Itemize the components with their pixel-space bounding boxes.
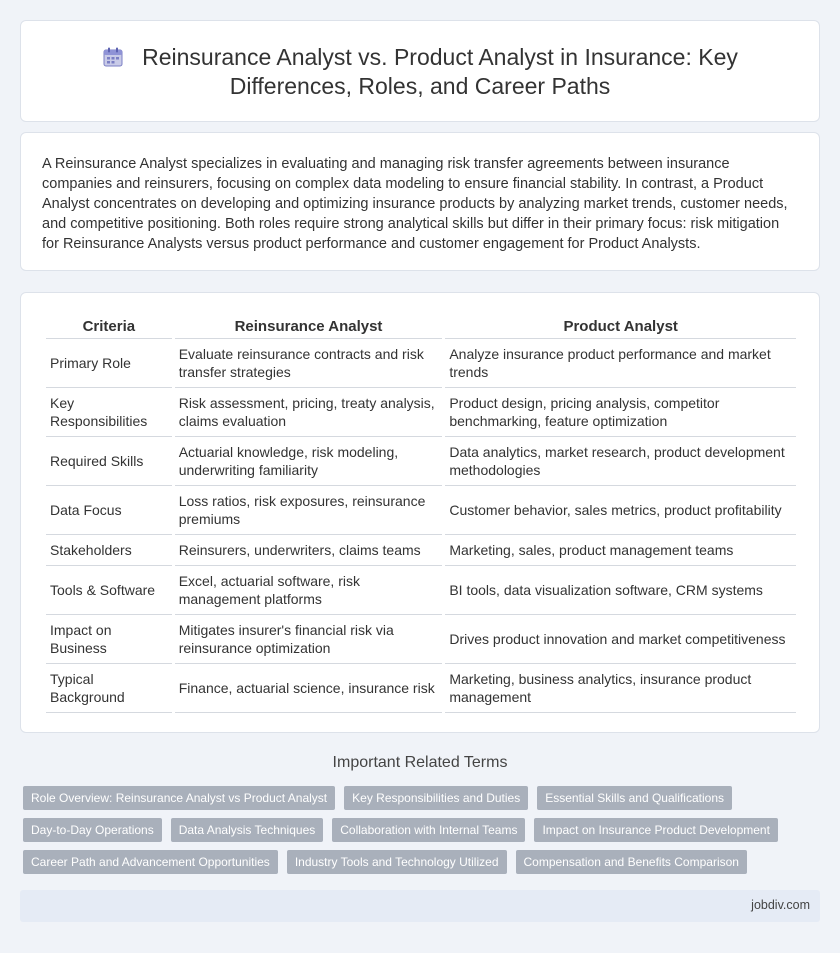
tag-collaboration[interactable]: Collaboration with Internal Teams <box>332 818 525 842</box>
page-title: Reinsurance Analyst vs. Product Analyst in Insurance: Key Differences, Roles, and Career Paths <box>142 44 738 99</box>
tag-row <box>23 786 823 810</box>
reinsurance-cell: Mitigates insurer's financial risk via reinsurance optimization <box>175 615 443 664</box>
table-row <box>46 437 796 486</box>
reinsurance-cell: Actuarial knowledge, risk modeling, underwriting familiarity <box>175 437 443 486</box>
tag-impact-product-development[interactable]: Impact on Insurance Product Development <box>534 818 777 842</box>
tag-essential-skills[interactable]: Essential Skills and Qualifications <box>537 786 732 810</box>
criteria-cell: Impact on Business <box>46 615 172 664</box>
product-cell: Data analytics, market research, product development methodologies <box>445 437 796 486</box>
intro-card <box>20 132 820 271</box>
product-cell: Analyze insurance product performance and market trends <box>445 339 796 388</box>
related-terms-tags <box>23 786 823 882</box>
comparison-table <box>43 315 799 713</box>
footer <box>20 890 820 922</box>
table-row <box>46 339 796 388</box>
reinsurance-cell: Excel, actuarial software, risk management platforms <box>175 566 443 615</box>
header-reinsurance-analyst: Reinsurance Analyst <box>175 315 443 339</box>
product-cell: Customer behavior, sales metrics, product profitability <box>445 486 796 535</box>
tag-day-to-day[interactable]: Day-to-Day Operations <box>23 818 162 842</box>
product-cell: Drives product innovation and market competitiveness <box>445 615 796 664</box>
product-cell: BI tools, data visualization software, CRM systems <box>445 566 796 615</box>
calendar-icon <box>102 46 124 68</box>
tag-row <box>23 850 823 874</box>
tag-compensation[interactable]: Compensation and Benefits Comparison <box>516 850 747 874</box>
table-row <box>46 664 796 713</box>
table-row <box>46 535 796 566</box>
page-title-wrap <box>21 43 819 101</box>
criteria-cell: Primary Role <box>46 339 172 388</box>
table-row <box>46 486 796 535</box>
tag-row <box>23 818 823 842</box>
reinsurance-cell: Risk assessment, pricing, treaty analysis, claims evaluation <box>175 388 443 437</box>
comparison-table-card <box>20 292 820 733</box>
title-card <box>20 20 820 122</box>
header-product-analyst: Product Analyst <box>445 315 796 339</box>
table-row <box>46 615 796 664</box>
table-row <box>46 388 796 437</box>
tag-industry-tools[interactable]: Industry Tools and Technology Utilized <box>287 850 507 874</box>
product-cell: Marketing, business analytics, insurance product management <box>445 664 796 713</box>
reinsurance-cell: Reinsurers, underwriters, claims teams <box>175 535 443 566</box>
table-header-row <box>46 315 796 339</box>
product-cell: Product design, pricing analysis, competitor benchmarking, feature optimization <box>445 388 796 437</box>
reinsurance-cell: Loss ratios, risk exposures, reinsurance premiums <box>175 486 443 535</box>
reinsurance-cell: Finance, actuarial science, insurance risk <box>175 664 443 713</box>
reinsurance-cell: Evaluate reinsurance contracts and risk transfer strategies <box>175 339 443 388</box>
tag-key-responsibilities[interactable]: Key Responsibilities and Duties <box>344 786 528 810</box>
intro-text: A Reinsurance Analyst specializes in evaluating and managing risk transfer agreements between insurance companies and reinsurers, focusing on complex data modeling to ensure financial stability. In contrast, a Product Analyst concentrates on developing and optimizing insurance products by analyzing market trends, customer needs, and competitive positioning. Both roles require strong analytical skills but differ in their primary focus: risk mitigation for Reinsurance Analysts versus product performance and customer engagement for Product Analysts. <box>42 156 788 252</box>
criteria-cell: Stakeholders <box>46 535 172 566</box>
criteria-cell: Required Skills <box>46 437 172 486</box>
related-terms-title: Important Related Terms <box>332 754 508 771</box>
criteria-cell: Typical Background <box>46 664 172 713</box>
criteria-cell: Data Focus <box>46 486 172 535</box>
criteria-cell: Key Responsibilities <box>46 388 172 437</box>
product-cell: Marketing, sales, product management teams <box>445 535 796 566</box>
footer-site-link[interactable]: jobdiv.com <box>751 898 810 912</box>
tag-data-analysis[interactable]: Data Analysis Techniques <box>171 818 324 842</box>
tag-role-overview[interactable]: Role Overview: Reinsurance Analyst vs Product Analyst <box>23 786 335 810</box>
tag-career-path[interactable]: Career Path and Advancement Opportunities <box>23 850 278 874</box>
header-criteria: Criteria <box>46 315 172 339</box>
criteria-cell: Tools & Software <box>46 566 172 615</box>
table-row <box>46 566 796 615</box>
